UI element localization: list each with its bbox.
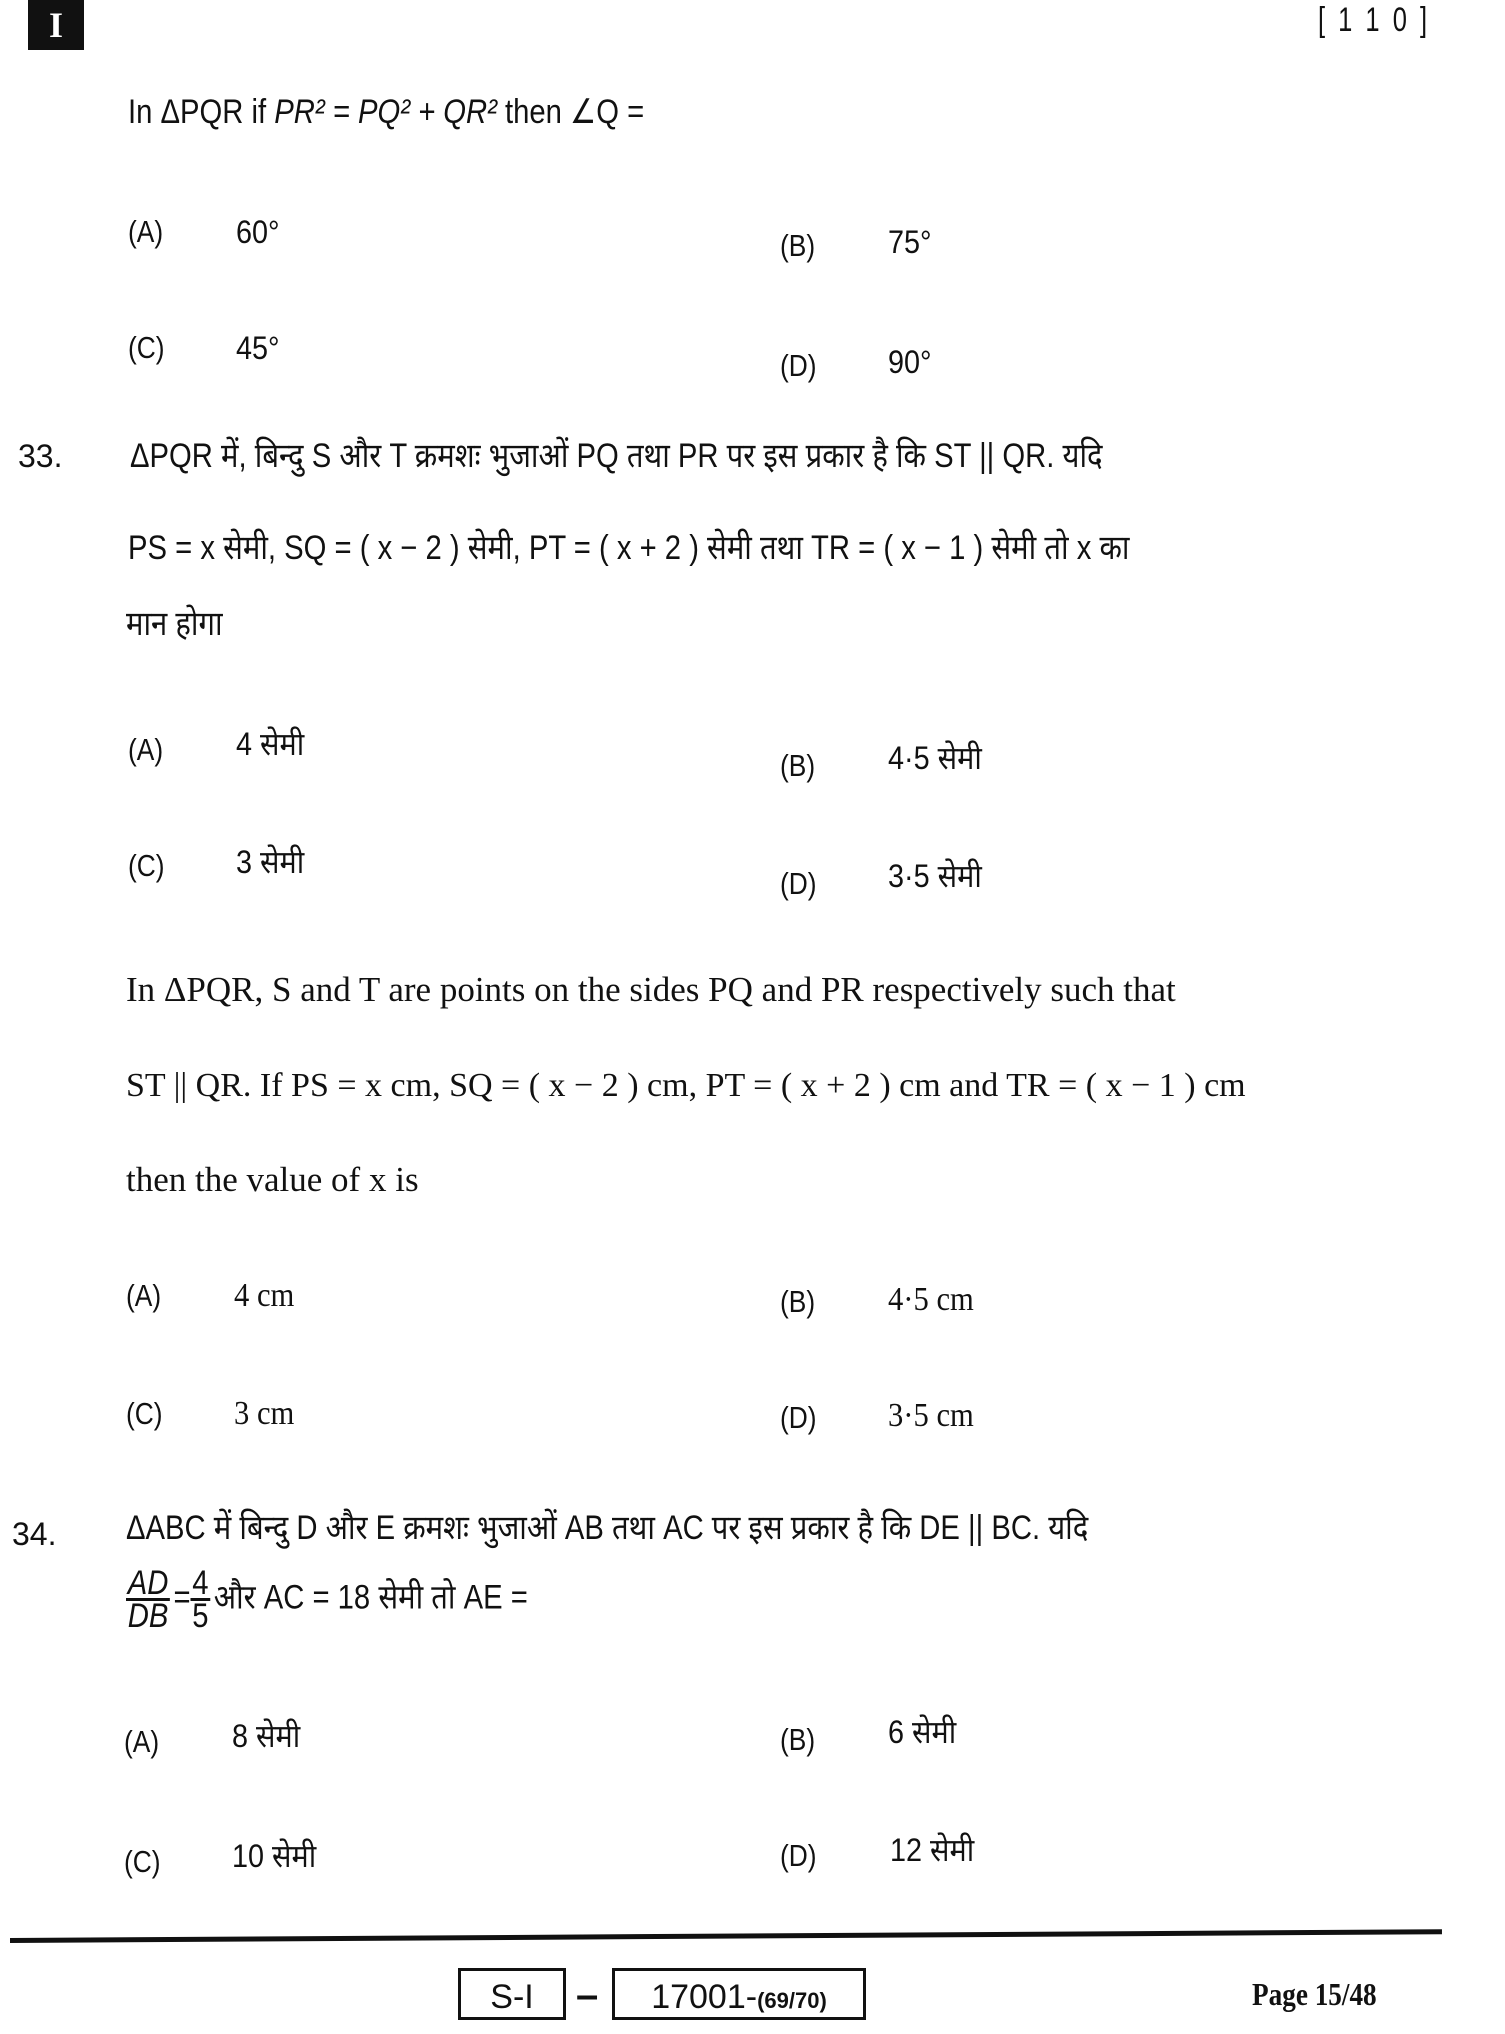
fraction-numerator: AD (127, 1564, 169, 1602)
q32-option-c-value: 45° (236, 330, 280, 366)
q33-hindi-option-b-value: 4·5 सेमी (888, 740, 982, 776)
q33-english-option-c-value: 3 cm (234, 1395, 295, 1432)
q33-hindi-option-c-label: (C) (128, 848, 165, 883)
q34-fraction-ad-db (126, 1564, 170, 1635)
fraction-numerator: 4 (192, 1564, 209, 1602)
equals-sign: = (173, 1578, 191, 1617)
q33-english-option-a-value: 4 cm (234, 1277, 295, 1314)
q34-option-d-value: 12 सेमी (890, 1832, 975, 1868)
q33-number: 33. (18, 438, 63, 474)
series-code-box: S-I (458, 1968, 566, 2020)
q33-english-line-1: In ΔPQR, S and T are points on the sides PQ and PR respectively such that (126, 970, 1176, 1009)
q32-option-d-label: (D) (780, 348, 817, 383)
q34-option-d-label: (D) (780, 1838, 817, 1873)
q33-english-option-b-value: 4·5 cm (888, 1281, 974, 1318)
q32-text-suffix: then ∠Q = (496, 93, 645, 131)
q34-option-b-value: 6 सेमी (888, 1714, 957, 1750)
paper-code-suffix: (69/70) (757, 1988, 827, 2013)
q33-english-option-c-label: (C) (126, 1396, 163, 1431)
q33-english-option-d-label: (D) (780, 1400, 817, 1435)
paper-code: 17001- (651, 1978, 758, 2016)
q33-english-option-a-label: (A) (126, 1278, 162, 1313)
q32-option-a-value: 60° (236, 214, 280, 250)
footer-separator: – (576, 1973, 599, 2017)
paper-code-box (612, 1968, 866, 2020)
q34-number: 34. (12, 1516, 57, 1552)
set-badge: I (28, 0, 84, 50)
q32-text-prefix: In ΔPQR if (128, 93, 275, 131)
q33-english-line-3: then the value of x is (126, 1160, 419, 1199)
q32-option-c-label: (C) (128, 330, 165, 365)
page-marker: [ 1 1 0 ] (1318, 1, 1431, 39)
q34-line-2-text: और AC = 18 सेमी तो AE = (213, 1578, 528, 1617)
q33-hindi-option-d-value: 3·5 सेमी (888, 858, 982, 894)
q32-option-a-label: (A) (128, 214, 164, 249)
q34-option-c-label: (C) (124, 1844, 161, 1879)
fraction-denominator: 5 (192, 1597, 209, 1635)
q33-hindi-option-b-label: (B) (780, 748, 816, 783)
q34-hindi-line-2 (126, 1564, 528, 1635)
q33-english-option-d-value: 3·5 cm (888, 1397, 974, 1434)
q33-hindi-option-c-value: 3 सेमी (236, 844, 305, 880)
q33-hindi-line-1: ΔPQR में, बिन्दु S और T क्रमशः भुजाओं PQ तथा PR पर इस प्रकार है कि ST || QR. यदि (130, 437, 1103, 475)
q34-option-a-label: (A) (124, 1724, 160, 1759)
footer-divider (10, 1929, 1442, 1943)
q33-hindi-line-2: PS = x सेमी, SQ = ( x − 2 ) सेमी, PT = ( x + 2 ) सेमी तथा TR = ( x − 1 ) सेमी तो x का (128, 529, 1130, 567)
q34-hindi-line-1: ΔABC में बिन्दु D और E क्रमशः भुजाओं AB तथा AC पर इस प्रकार है कि DE || BC. यदि (126, 1509, 1089, 1547)
q32-english-question (128, 92, 644, 132)
q33-english-option-b-label: (B) (780, 1284, 816, 1319)
fraction-denominator: DB (127, 1597, 169, 1635)
page-number: Page 15/48 (1252, 1976, 1377, 2012)
q32-option-b-label: (B) (780, 228, 816, 263)
q33-english-line-2: ST || QR. If PS = x cm, SQ = ( x − 2 ) cm, PT = ( x + 2 ) cm and TR = ( x − 1 ) cm (126, 1067, 1246, 1104)
q34-option-b-label: (B) (780, 1722, 816, 1757)
q34-option-a-value: 8 सेमी (232, 1718, 301, 1754)
q34-option-c-value: 10 सेमी (232, 1838, 317, 1874)
q32-option-b-value: 75° (888, 224, 932, 260)
q33-hindi-option-d-label: (D) (780, 866, 817, 901)
q33-hindi-option-a-value: 4 सेमी (236, 726, 305, 762)
q33-hindi-line-3: मान होगा (126, 605, 223, 643)
q32-expression: PR² = PQ² + QR² (274, 93, 497, 131)
q32-option-d-value: 90° (888, 344, 932, 380)
q34-fraction-4-5 (191, 1564, 211, 1635)
q33-hindi-option-a-label: (A) (128, 732, 164, 767)
